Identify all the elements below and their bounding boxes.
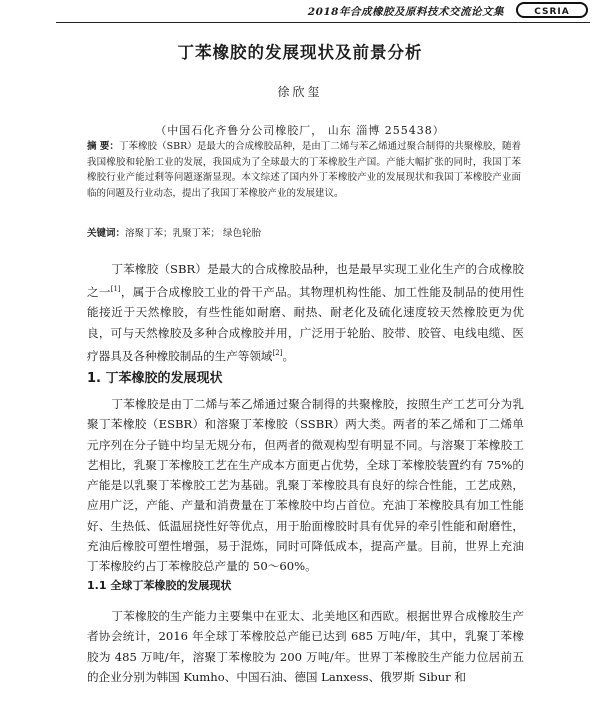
author-name: 徐欣玺 — [277, 85, 323, 99]
running-title: 2018年合成橡胶及原料技术交流论文集 — [307, 6, 504, 18]
citation: [1] — [110, 285, 121, 294]
paper-title: 丁苯橡胶的发展现状及前景分析 — [177, 43, 423, 62]
keywords — [87, 226, 521, 241]
abstract-text: 丁苯橡胶（SBR）是最大的合成橡胶品种，是由丁二烯与苯乙烯通过聚合制得的共聚橡胶，随着我国橡胶和轮胎工业的发展，我国成为了全球最大的丁苯橡胶生产国。产能大幅扩张的同时，我国丁苯橡胶行业产能过剩等问题逐渐显现。本文综述了国内外丁苯橡胶产业的发展现状和我国丁苯橡胶产业面临的问题及行业动态，提出了我国丁苯橡胶产业的发展建议。 — [87, 141, 521, 199]
keywords-text: 溶聚丁苯；乳聚丁苯； 绿色轮胎 — [125, 228, 262, 239]
author-affiliation: （中国石化齐鲁分公司橡胶厂， 山东 淄博 255438） — [155, 124, 445, 137]
citation: [2] — [272, 349, 283, 358]
keywords-label: 关键词： — [87, 228, 126, 239]
abstract — [87, 139, 521, 201]
header-rule — [56, 22, 590, 23]
subsection-paragraph: 丁苯橡胶的生产能力主要集中在亚太、北美地区和西欧。根据世界合成橡胶生产者协会统计，2016 年全球丁苯橡胶总产能已达到 685 万吨/年，其中，乳聚丁苯橡胶为 485 万吨/年，溶聚丁苯橡胶为 200 万吨/年。世界丁苯橡胶生产能力位居前五的企业分别为韩国 Kumho、中国石油、德国 Lanxess、俄罗斯 Sibur 和 — [87, 609, 524, 684]
running-header — [0, 0, 600, 22]
subsection-heading: 1.1 全球丁苯橡胶的发展现状 — [87, 579, 232, 592]
intro-paragraph: 丁苯橡胶（SBR）是最大的合成橡胶品种，也是最早实现工业化生产的合成橡胶之一[1]，属于合成橡胶工业的骨干产品。其物理机构性能、加工性能及制品的使用性能接近于天然橡胶，有些性能如耐磨、耐热、耐老化及硫化速度较天然橡胶更为优良，可与天然橡胶及多种合成橡胶并用，广泛用于轮胎、胶带、胶管、电线电缆、医疗器具及各种橡胶制品的生产等领域[2]。 — [87, 262, 524, 363]
publisher-logo: CSRIA — [516, 2, 588, 18]
section-heading: 1. 丁苯橡胶的发展现状 — [87, 371, 223, 386]
abstract-label: 摘 要： — [87, 141, 119, 152]
section-paragraph: 丁苯橡胶是由丁二烯与苯乙烯通过聚合制得的共聚橡胶，按照生产工艺可分为乳聚丁苯橡胶（ESBR）和溶聚丁苯橡胶（SSBR）两大类。两者的苯乙烯和丁二烯单元序列在分子链中均呈无规分布，但两者的微观构型有明显不同。与溶聚丁苯橡胶工艺相比，乳聚丁苯橡胶工艺在生产成本方面更占优势，全球丁苯橡胶装置约有 75%的产能是以乳聚丁苯橡胶工艺为基础。乳聚丁苯橡胶具有良好的综合性能，工艺成熟，应用广泛，产能、产量和消费量在丁苯橡胶中均占首位。充油丁苯橡胶具有加工性能好、生热低、低温屈挠性好等优点，用于胎面橡胶时具有优异的牵引性能和耐磨性，充油后橡胶可塑性增强，易于混炼，同时可降低成本，提高产量。目前，世界上充油丁苯橡胶约占丁苯橡胶总产量的 50～60%。 — [87, 397, 524, 574]
